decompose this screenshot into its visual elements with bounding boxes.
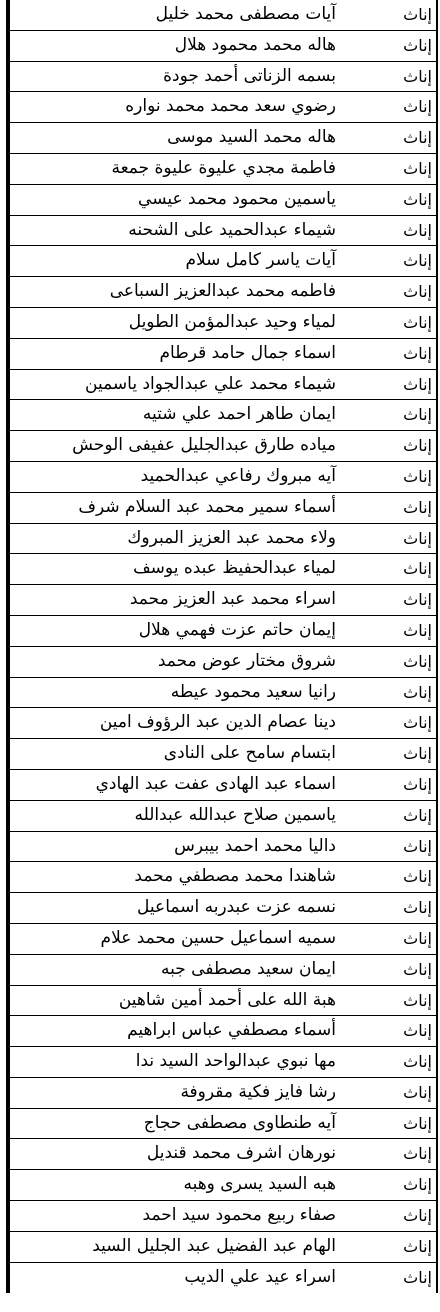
table-row — [8, 185, 436, 216]
name-cell: ابتسام سامح على النادى — [8, 739, 340, 769]
table-row — [8, 400, 436, 431]
name-cell: اسراء محمد عبد العزيز محمد — [8, 585, 340, 615]
name-cell: هاله محمد محمود هلال — [8, 31, 340, 61]
table-row — [8, 678, 436, 709]
name-cell: أسماء مصطفي عباس ابراهيم — [8, 1016, 340, 1046]
table-row — [8, 1016, 436, 1047]
table-row — [8, 739, 436, 770]
gender-cell: إناث — [403, 1113, 432, 1133]
gender-cell: إناث — [403, 559, 432, 579]
gender-cell: إناث — [403, 713, 432, 733]
table-row — [8, 493, 436, 524]
gender-cell: إناث — [403, 990, 432, 1010]
name-cell: ولاء محمد عبد العزيز المبروك — [8, 524, 340, 554]
gender-cell: إناث — [403, 374, 432, 394]
name-cell: هاله محمد السيد موسى — [8, 123, 340, 153]
name-cell: اسماء عبد الهادى عفت عبد الهادي — [8, 770, 340, 800]
name-cell: رضوي سعد محمد محمد نواره — [8, 92, 340, 122]
table-row — [8, 616, 436, 647]
gender-cell: إناث — [403, 282, 432, 302]
name-cell: بسمه الزناتى أحمد جودة — [8, 62, 340, 92]
table-row — [8, 1109, 436, 1140]
name-cell: سميه اسماعيل حسين محمد علام — [8, 924, 340, 954]
name-cell: اسراء عيد علي الديب — [8, 1263, 340, 1294]
table-row — [8, 216, 436, 247]
gender-cell: إناث — [403, 128, 432, 148]
gender-cell: إناث — [403, 343, 432, 363]
gender-cell: إناث — [403, 805, 432, 825]
gender-cell: إناث — [403, 251, 432, 271]
table-row — [8, 31, 436, 62]
table-row — [8, 277, 436, 308]
gender-cell: إناث — [403, 774, 432, 794]
gender-cell: إناث — [403, 1021, 432, 1041]
table-row — [8, 1263, 436, 1294]
name-cell: آيات ياسر كامل سلام — [8, 246, 340, 276]
name-cell: مها نبوي عبدالواحد السيد ندا — [8, 1047, 340, 1077]
name-cell: آيه طنطاوى مصطفى حجاج — [8, 1109, 340, 1139]
gender-cell: إناث — [403, 1144, 432, 1164]
table-row — [8, 770, 436, 801]
table-row — [8, 832, 436, 863]
table-row — [8, 1047, 436, 1078]
table-row — [8, 0, 436, 31]
name-cell: إيمان حاتم عزت فهمي هلال — [8, 616, 340, 646]
gender-cell: إناث — [403, 66, 432, 86]
gender-cell: إناث — [403, 620, 432, 640]
table-row — [8, 1078, 436, 1109]
gender-cell: إناث — [403, 497, 432, 517]
gender-cell: إناث — [403, 959, 432, 979]
table-row — [8, 1139, 436, 1170]
table-row — [8, 431, 436, 462]
gender-cell: إناث — [403, 220, 432, 240]
name-cell: لمياء وحيد عبدالمؤمن الطويل — [8, 308, 340, 338]
gender-cell: إناث — [403, 1082, 432, 1102]
table-row — [8, 62, 436, 93]
name-cell: دينا عصام الدين عبد الرؤوف امين — [8, 708, 340, 738]
name-cell: ياسمين صلاح عبدالله عبدالله — [8, 801, 340, 831]
table-row — [8, 986, 436, 1017]
gender-cell: إناث — [403, 1267, 432, 1287]
name-cell: نسمه عزت عبدربه اسماعيل — [8, 893, 340, 923]
table-row — [8, 370, 436, 401]
name-cell: رشا فايز فكية مقروفة — [8, 1078, 340, 1108]
name-cell: فاطمه محمد عبدالعزيز السباعى — [8, 277, 340, 307]
table-row — [8, 154, 436, 185]
name-cell: أسماء سمير محمد عبد السلام شرف — [8, 493, 340, 523]
gender-cell: إناث — [403, 312, 432, 332]
name-cell: لمياء عبدالحفيظ عبده يوسف — [8, 554, 340, 584]
gender-cell: إناث — [403, 682, 432, 702]
name-cell: اسماء جمال حامد قرطام — [8, 339, 340, 369]
gender-cell: إناث — [403, 651, 432, 671]
name-cell: مياده طارق عبدالجليل عفيفى الوحش — [8, 431, 340, 461]
table-row — [8, 647, 436, 678]
table-row — [8, 801, 436, 832]
gender-cell: إناث — [403, 97, 432, 117]
table-row — [8, 246, 436, 277]
gender-cell: إناث — [403, 744, 432, 764]
gender-cell: إناث — [403, 928, 432, 948]
table-row — [8, 893, 436, 924]
table-row — [8, 1201, 436, 1232]
gender-cell: إناث — [403, 867, 432, 887]
table-row — [8, 1232, 436, 1263]
name-cell: شيماء محمد علي عبدالجواد ياسمين — [8, 370, 340, 400]
gender-cell: إناث — [403, 5, 432, 24]
table-row — [8, 308, 436, 339]
name-cell: داليا محمد احمد بيبرس — [8, 832, 340, 862]
gender-cell: إناث — [403, 898, 432, 918]
table-row — [8, 862, 436, 893]
gender-cell: إناث — [403, 436, 432, 456]
name-cell: شيماء عبدالحميد على الشحنه — [8, 216, 340, 246]
table-row — [8, 924, 436, 955]
name-cell: هبة الله على أحمد أمين شاهين — [8, 986, 340, 1016]
name-cell: آيه مبروك رفاعي عبدالحميد — [8, 462, 340, 492]
gender-cell: إناث — [403, 1175, 432, 1195]
gender-cell: إناث — [403, 590, 432, 610]
gender-cell: إناث — [403, 158, 432, 178]
name-cell: رانيا سعيد محمود عيطه — [8, 678, 340, 708]
table-row — [8, 1170, 436, 1201]
table-row — [8, 708, 436, 739]
gender-cell: إناث — [403, 189, 432, 209]
name-cell: ياسمين محمود محمد عيسي — [8, 185, 340, 215]
gender-cell: إناث — [403, 405, 432, 425]
name-cell: نورهان اشرف محمد قنديل — [8, 1139, 340, 1169]
table-row — [8, 339, 436, 370]
gender-cell: إناث — [403, 466, 432, 486]
names-table — [6, 0, 438, 1293]
gender-cell: إناث — [403, 1236, 432, 1256]
name-cell: فاطمة مجدي عليوة عليوة جمعة — [8, 154, 340, 184]
table-row — [8, 554, 436, 585]
name-cell: شاهندا محمد مصطفي محمد — [8, 862, 340, 892]
table-row — [8, 585, 436, 616]
gender-cell: إناث — [403, 35, 432, 55]
gender-cell: إناث — [403, 528, 432, 548]
name-cell: الهام عبد الفضيل عبد الجليل السيد — [8, 1232, 340, 1262]
name-cell: هبه السيد يسرى وهبه — [8, 1170, 340, 1200]
table-row — [8, 524, 436, 555]
name-cell: ايمان طاهر احمد علي شتيه — [8, 400, 340, 430]
table-row — [8, 123, 436, 154]
table-row — [8, 955, 436, 986]
gender-cell: إناث — [403, 836, 432, 856]
gender-cell: إناث — [403, 1206, 432, 1226]
name-cell: صفاء ربيع محمود سيد احمد — [8, 1201, 340, 1231]
name-cell: شروق مختار عوض محمد — [8, 647, 340, 677]
table-row — [8, 92, 436, 123]
name-cell: آيات مصطفى محمد خليل — [8, 0, 340, 30]
gender-cell: إناث — [403, 1052, 432, 1072]
name-cell: ايمان سعيد مصطفى جبه — [8, 955, 340, 985]
table-row — [8, 462, 436, 493]
